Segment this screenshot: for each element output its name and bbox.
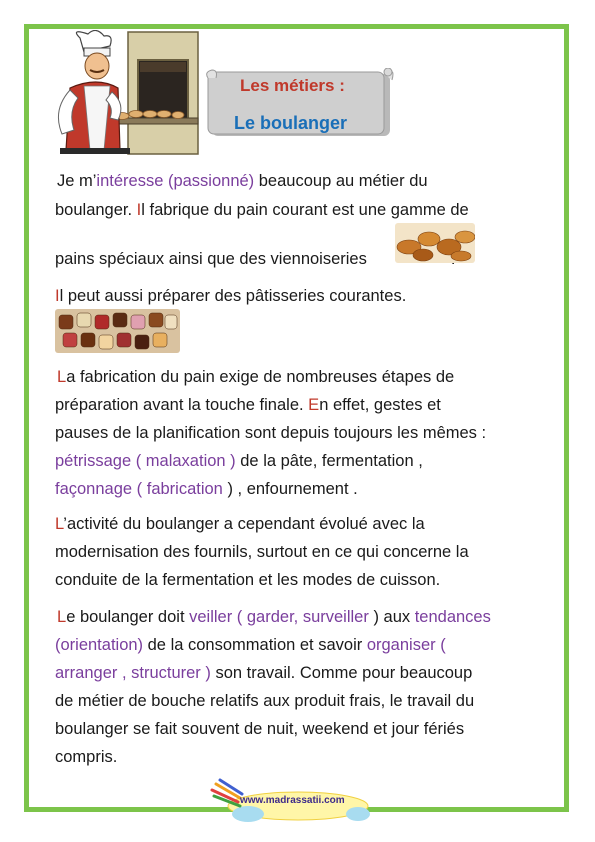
p4-line6: compris.: [55, 748, 118, 766]
p1-line4: Il peut aussi préparer des pâtisseries courantes.: [55, 287, 407, 305]
page-title: Les métiers :: [240, 76, 345, 95]
page-subtitle: Le boulanger: [234, 113, 348, 133]
p3-line2: modernisation des fournils, surtout en ce qui concerne la: [55, 543, 469, 561]
keyword: intéresse (passionné): [96, 172, 255, 190]
p2-line1: La fabrication du pain exige de nombreuses étapes de: [57, 368, 455, 386]
viennoiseries-photo: [395, 223, 475, 263]
p1-line3: pains spéciaux ainsi que des viennoiseries: [55, 250, 367, 268]
keyword: pétrissage ( malaxation ): [55, 452, 236, 470]
baker-illustration: [40, 30, 200, 156]
p4-line4: de métier de bouche relatifs aux produit frais, le travail du: [55, 692, 475, 710]
p1-line2: boulanger. Il fabrique du pain courant est une gamme de: [55, 201, 469, 219]
keyword: tendances: [414, 608, 491, 626]
p2-line4: pétrissage ( malaxation ) de la pâte, fermentation ,: [55, 452, 423, 470]
p2-line5: façonnage ( fabrication ) , enfournement .: [55, 480, 358, 498]
p4-line3: arranger , structurer ) son travail. Comme pour beaucoup: [55, 664, 473, 682]
p3-line3: conduite de la fermentation et les modes de cuisson.: [55, 571, 441, 589]
keyword: veiller ( garder, surveiller: [189, 608, 369, 626]
keyword: organiser (: [366, 636, 446, 654]
site-url: www.madrassatii.com: [240, 795, 345, 806]
p1-line1: Je m’intéresse (passionné) beaucoup au métier du: [57, 172, 428, 190]
p4-line5: boulanger se fait souvent de nuit, weekend et jour fériés: [55, 720, 465, 738]
keyword: arranger , structurer ): [55, 664, 211, 682]
patisseries-photo: [55, 309, 180, 353]
keyword: façonnage ( fabrication: [55, 480, 223, 498]
p3-line1: L’activité du boulanger a cependant évolué avec la: [55, 515, 425, 533]
p4-line1: Le boulanger doit veiller ( garder, surveiller ) aux tendances: [57, 608, 491, 626]
p2-line2: préparation avant la touche finale. En effet, gestes et: [55, 396, 441, 414]
p4-line2: (orientation) de la consommation et savoir organiser (: [55, 636, 446, 654]
keyword: (orientation): [55, 636, 144, 654]
p2-line3: pauses de la planification sont depuis toujours les mêmes :: [55, 424, 487, 442]
